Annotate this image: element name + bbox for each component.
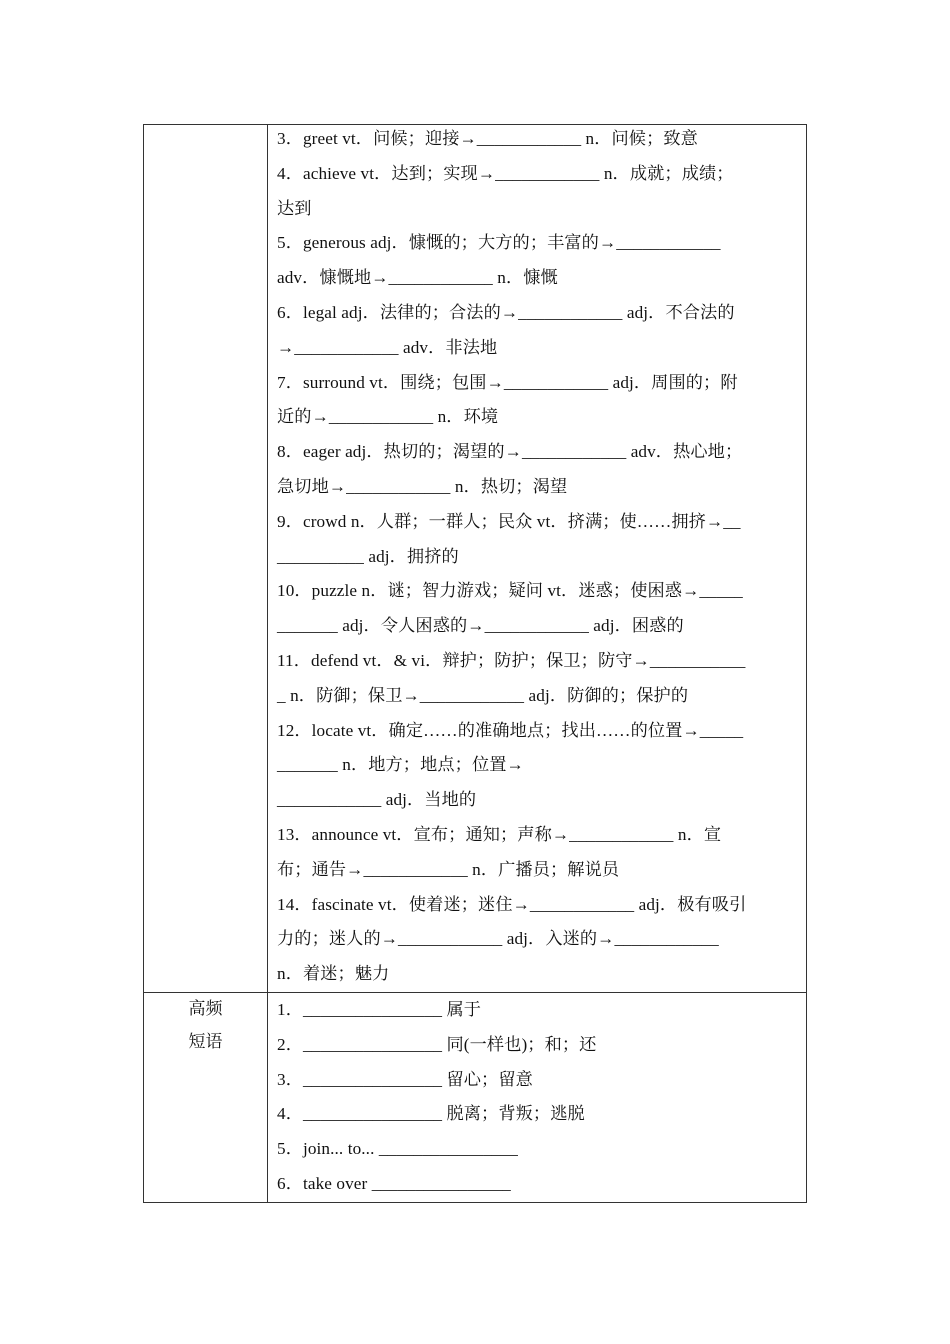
word-entry-line: 近的→____________ n．环境 xyxy=(277,407,499,427)
section-label-line-1: 高频 xyxy=(188,998,223,1019)
phrase-entry-line: 1．________________ 属于 xyxy=(277,999,482,1019)
word-entry-line: 14．fascinate vt．使着迷；迷住→____________ adj．极有吸引 xyxy=(277,894,747,914)
table-row-phrases xyxy=(144,992,807,1202)
word-entry-line: 13．announce vt．宣布；通知；声称→____________ n．宣 xyxy=(277,824,722,844)
phrase-entry-line: 6．take over ________________ xyxy=(277,1173,511,1193)
word-entry-line: 3．greet vt．问候；迎接→____________ n．问候；致意 xyxy=(277,129,698,148)
word-entry-line: 7．surround vt．围绕；包围→____________ adj．周围的；附 xyxy=(277,372,738,392)
word-entry-line: 急切地→____________ n．热切；渴望 xyxy=(277,476,568,496)
word-entry-line: 力的；迷人的→____________ adj．入迷的→____________ xyxy=(277,929,719,949)
word-entry-line: 布；通告→____________ n．广播员；解说员 xyxy=(277,859,620,879)
section-label-line-2: 短语 xyxy=(188,1031,223,1052)
word-entry-line: _ n．防御；保卫→____________ adj．防御的；保护的 xyxy=(277,685,689,705)
word-entry-line: adv．慷慨地→____________ n．慷慨 xyxy=(277,268,558,288)
word-entry-line: 8．eager adj．热切的；渴望的→____________ adv．热心地； xyxy=(277,442,743,462)
word-entry-line: 12．locate vt．确定……的准确地点；找出……的位置→_____ xyxy=(277,720,744,740)
word-entry-line: 4．achieve vt．达到；实现→____________ n．成就；成绩； xyxy=(277,163,734,183)
word-entry-line: 10．puzzle n．谜；智力游戏；疑问 vt．迷惑；使困惑→_____ xyxy=(277,581,743,601)
table-row-words xyxy=(144,125,807,993)
word-entry-line: 9．crowd n．人群；一群人；民众 vt．挤满；使……拥挤→__ xyxy=(277,511,741,531)
word-entry-line: 6．legal adj．法律的；合法的→____________ adj．不合法的 xyxy=(277,302,735,322)
word-forms-cell xyxy=(268,125,807,993)
word-entry-line: 11．defend vt．& vi．辩护；防护；保卫；防守→___________ xyxy=(277,650,746,670)
word-entry-line: n．着迷；魅力 xyxy=(277,964,390,984)
word-entry-line: __________ adj．拥挤的 xyxy=(277,546,459,566)
word-entry-line: 5．generous adj．慷慨的；大方的；丰富的→____________ xyxy=(277,233,721,253)
phrase-entry-line: 4．________________ 脱离；背叛；逃脱 xyxy=(277,1104,585,1124)
word-entry-line: _______ adj．令人困惑的→____________ adj．困惑的 xyxy=(277,616,684,636)
word-entry-line: 达到 xyxy=(277,198,312,218)
phrase-entry-line: 2．________________ 同(一样也)；和；还 xyxy=(277,1034,597,1054)
word-entry-line: →____________ adv．非法地 xyxy=(277,337,498,357)
vocabulary-table xyxy=(143,124,807,1203)
section-label-cell-empty xyxy=(144,125,268,993)
word-entry-line: ____________ adj．当地的 xyxy=(277,790,477,810)
phrase-entry-line: 5．join... to... ________________ xyxy=(277,1139,518,1159)
table xyxy=(143,124,807,1203)
section-label-cell xyxy=(144,992,268,1202)
word-entry-line: _______ n．地方；地点；位置→ xyxy=(277,755,524,775)
phrases-cell xyxy=(268,992,807,1202)
phrase-entry-line: 3．________________ 留心；留意 xyxy=(277,1069,533,1089)
